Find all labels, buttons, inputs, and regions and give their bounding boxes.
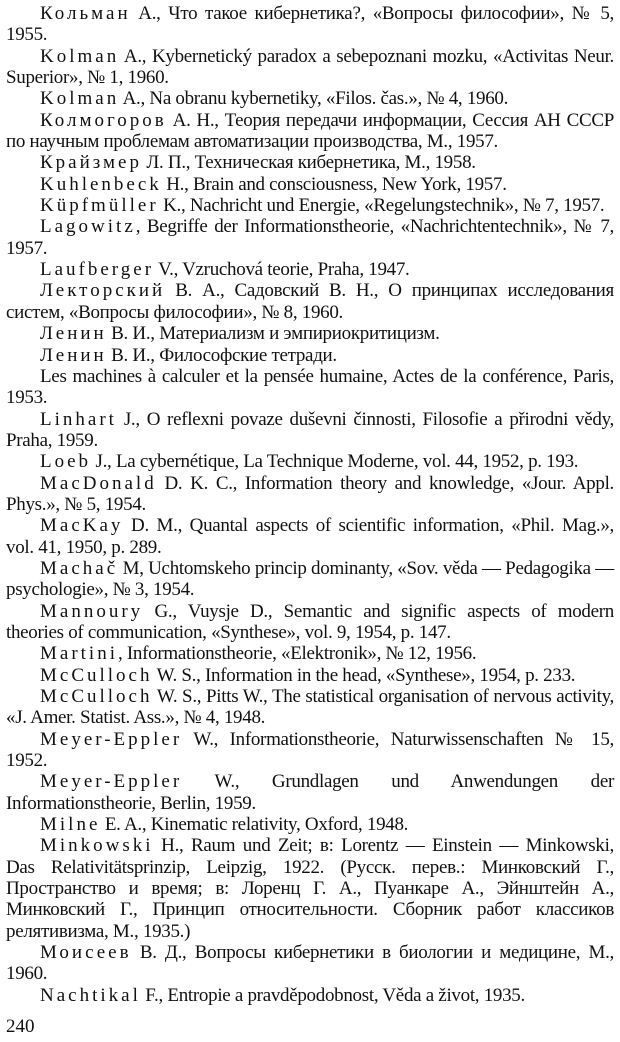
page-number: 240 bbox=[6, 1016, 35, 1037]
entry-text: Les machines à calculer et la pensée humaine, Actes de la conférence, Paris, 1953. bbox=[6, 365, 614, 409]
entry-text: В. И., Философские тетради. bbox=[106, 344, 337, 366]
entry-text: A., Kybernetický paradox a sebepoznani mozku, «Activitas Neur. Superior», № 1, 1960. bbox=[6, 45, 614, 89]
entry-text: W. S., Information in the head, «Synthese», 1954, p. 233. bbox=[152, 664, 576, 686]
entry-text: A., Na obranu kybernetiky, «Filos. čas.», № 4, 1960. bbox=[119, 88, 509, 110]
bibliography-entry bbox=[6, 46, 614, 89]
bibliography-entry bbox=[6, 665, 614, 686]
entry-author: Kolman bbox=[40, 45, 120, 67]
bibliography-entry bbox=[6, 835, 614, 942]
bibliography-entry bbox=[6, 729, 614, 772]
entry-author: Laufberger bbox=[40, 259, 155, 281]
entry-author: MacKay bbox=[40, 515, 124, 537]
entry-author: Kuhlenbeck bbox=[40, 173, 162, 195]
entry-author: McCulloch bbox=[40, 686, 153, 707]
bibliography-entry bbox=[6, 601, 614, 644]
entry-author: Моисеев bbox=[40, 942, 132, 964]
bibliography-entry bbox=[6, 88, 614, 109]
bibliography-entry bbox=[6, 451, 614, 472]
bibliography-entry bbox=[6, 152, 614, 173]
bibliography-entry bbox=[6, 195, 614, 216]
entry-author: MacDonald bbox=[40, 472, 157, 494]
entry-text: F., Entropie a pravděpodobnost, Věda a život, 1935. bbox=[140, 984, 525, 1006]
entry-text: , Informationstheorie, «Elektronik», № 12, 1956. bbox=[118, 643, 477, 665]
entry-author: Martini bbox=[40, 643, 118, 665]
entry-author: Loeb bbox=[40, 451, 92, 473]
entry-text: Л. П., Техническая кибернетика, М., 1958. bbox=[141, 152, 476, 174]
entry-text: W., Informationstheorie, Naturwissenschaften № 15, 1952. bbox=[6, 728, 614, 772]
entry-author: Milne bbox=[40, 814, 101, 836]
bibliography-entry bbox=[6, 985, 614, 1006]
entry-text: В. И., Материализм и эмпириокритицизм. bbox=[106, 323, 440, 345]
entry-author: Ленин bbox=[40, 344, 107, 366]
entry-text: G., Vuysje D., Semantic and signific aspects of modern theories of communication, «Synthese», vol. 9, 1954, p. 147. bbox=[6, 600, 614, 643]
entry-text: , Begriffe der Informationstheorie, «Nachrichtentechnik», № 7, 1957. bbox=[6, 216, 614, 259]
bibliography-entry bbox=[6, 515, 614, 558]
entry-text: D. K. C., Information theory and knowledge, «Jour. Appl. Phys.», № 5, 1954. bbox=[6, 472, 614, 515]
entry-text: А. Н., Теория передачи информации, Сессия АН СССР по научным проблемам автоматизации производства, М., 1957. bbox=[6, 109, 614, 153]
bibliography-entry bbox=[6, 280, 614, 323]
entry-author: Крайзмер bbox=[40, 152, 142, 174]
entry-text: В. А., Садовский В. Н., О принципах исследования систем, «Вопросы философии», № 8, 1960. bbox=[6, 280, 614, 323]
bibliography-entry bbox=[6, 345, 614, 366]
bibliography-entry bbox=[6, 686, 614, 729]
entry-text: H., Raum und Zeit; в: Lorentz — Einstein — Minkowski, Das Relativitätsprinzip, Leipzig, 1922. (Русск. перев.: Минковский Г., Пространство и время; в: Лоренц Г. А., Пуанкаре А., Эйнштейн А., Минковский Г., Принцип относительности. Сборник работ классиков релятивизма, М., 1935.) bbox=[6, 835, 614, 942]
entry-author: McCulloch bbox=[40, 664, 153, 686]
bibliography-entry bbox=[6, 323, 614, 344]
entry-author: Linhart bbox=[40, 408, 117, 430]
entry-author: Minkowski bbox=[40, 835, 154, 857]
entry-author: Machač bbox=[40, 557, 119, 579]
entry-author: Küpfmüller bbox=[40, 195, 159, 217]
entry-text: M, Uchtomskeho princip dominanty, «Sov. věda — Pedagogika — psychologie», № 3, 1954. bbox=[6, 557, 614, 601]
entry-text: K., Nachricht und Energie, «Regelungstechnik», № 7, 1957. bbox=[158, 195, 605, 217]
entry-author: Колмогоров bbox=[40, 109, 167, 131]
entry-text: V., Vzruchová teorie, Praha, 1947. bbox=[154, 259, 410, 281]
entry-text: H., Brain and consciousness, New York, 1957. bbox=[161, 173, 507, 195]
entry-text: W. S., Pitts W., The statistical organisation of nervous activity, «J. Amer. Statist. Ass.», № 4, 1948. bbox=[6, 686, 614, 729]
bibliography-entry bbox=[6, 558, 614, 601]
entry-author: Mannoury bbox=[40, 600, 144, 622]
entry-text: В. Д., Вопросы кибернетики в биологии и медицине, М., 1960. bbox=[6, 942, 614, 985]
entry-author: Meyer-Eppler bbox=[40, 771, 183, 793]
bibliography-entry bbox=[6, 643, 614, 664]
bibliography-entry bbox=[6, 3, 614, 46]
bibliography-list bbox=[6, 3, 614, 1006]
entry-author: Kolman bbox=[40, 88, 120, 110]
entry-author: Nachtikal bbox=[40, 984, 141, 1006]
entry-text: E. A., Kinematic relativity, Oxford, 1948. bbox=[100, 814, 409, 836]
entry-author: Meyer-Eppler bbox=[40, 728, 183, 750]
bibliography-entry bbox=[6, 814, 614, 835]
entry-text: J., O reflexni povaze duševni činnosti, Filosofie a přirodni vědy, Praha, 1959. bbox=[6, 408, 614, 451]
bibliography-entry bbox=[6, 216, 614, 259]
entry-text: W., Grundlagen und Anwendungen der Informationstheorie, Berlin, 1959. bbox=[6, 771, 614, 814]
entry-text: D. M., Quantal aspects of scientific information, «Phil. Mag.», vol. 41, 1950, p. 289. bbox=[6, 515, 614, 558]
entry-text: А., Что такое кибернетика?, «Вопросы философии», № 5, 1955. bbox=[6, 3, 614, 46]
bibliography-entry bbox=[6, 771, 614, 814]
bibliography-entry bbox=[6, 174, 614, 195]
entry-author: Кольман bbox=[40, 3, 131, 24]
bibliography-entry bbox=[6, 259, 614, 280]
entry-author: Лекторский bbox=[40, 280, 166, 302]
bibliography-entry bbox=[6, 473, 614, 516]
entry-author: Ленин bbox=[40, 323, 107, 345]
bibliography-entry bbox=[6, 366, 614, 409]
bibliography-entry bbox=[6, 409, 614, 452]
bibliography-entry bbox=[6, 110, 614, 153]
bibliography-entry bbox=[6, 942, 614, 985]
entry-author: Lagowitz bbox=[40, 216, 136, 238]
entry-text: J., La cybernétique, La Technique Moderne, vol. 44, 1952, p. 193. bbox=[91, 451, 579, 473]
